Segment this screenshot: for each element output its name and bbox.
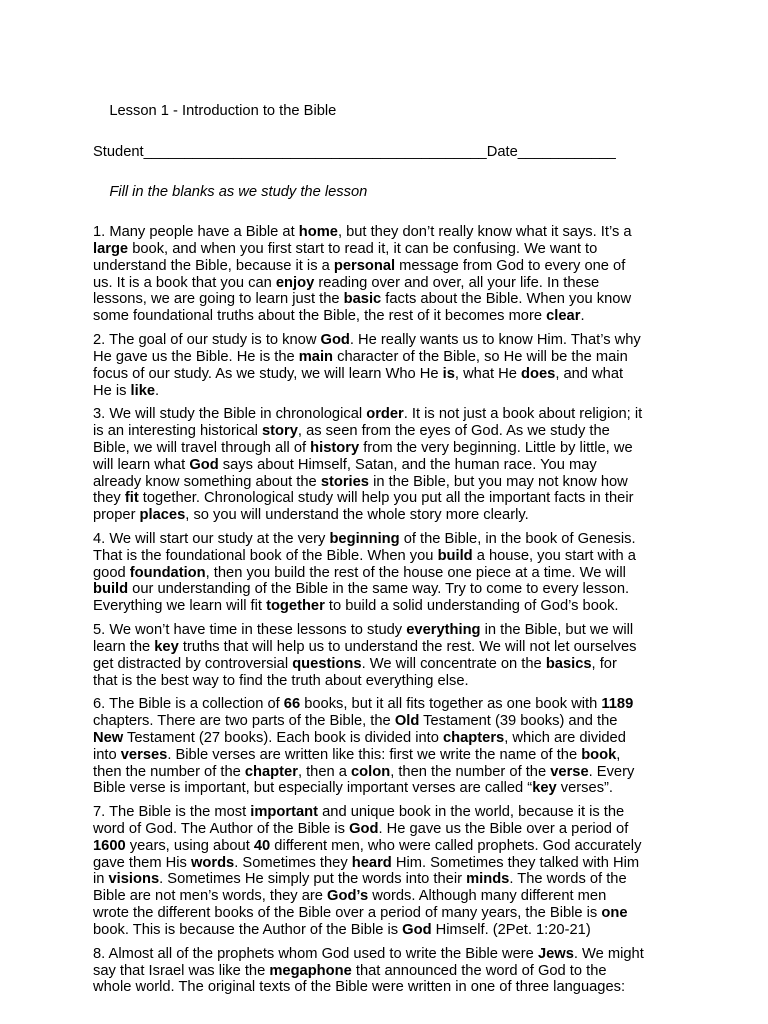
fill-in-answer: basics <box>545 655 592 672</box>
text-run: lessons, we are going to learn just the <box>93 291 344 308</box>
lesson-page <box>93 86 683 1003</box>
paragraph-line <box>93 581 683 598</box>
fill-in-answer: 66 <box>283 695 301 712</box>
text-run: that announced the word of God to the <box>351 962 607 979</box>
fill-in-answer: places <box>139 507 186 524</box>
text-run: and unique book in the world, because it is the <box>318 803 625 820</box>
fill-in-answer: beginning <box>329 530 400 547</box>
fill-in-answer: heard <box>351 854 392 871</box>
paragraph-line <box>93 490 683 507</box>
paragraph-5 <box>93 622 683 690</box>
text-run: , then you build the rest of the house one piece at a time. We will <box>205 564 626 581</box>
fill-in-answer: build <box>93 581 129 598</box>
fill-in-answer: visions <box>108 871 160 888</box>
text-run: will learn what <box>93 456 190 473</box>
fill-in-answer: God <box>189 456 219 473</box>
fill-in-answer: 1189 <box>601 695 634 712</box>
fill-in-answer: order <box>366 405 404 422</box>
fill-in-answer: story <box>262 422 298 439</box>
text-run: in the Bible, but we will <box>480 621 634 638</box>
text-run: wrote the different books of the Bible over a period of many years, the Bible is <box>93 905 602 922</box>
fill-in-answer: 1600 <box>93 837 126 854</box>
text-run: Him. Sometimes they talked with Him <box>391 854 640 871</box>
fill-in-answer: 40 <box>253 837 271 854</box>
paragraph-2 <box>93 332 683 400</box>
text-run: to build a solid understanding of God’s book. <box>324 598 619 615</box>
text-run: . He gave us the Bible over a period of <box>378 820 629 837</box>
paragraph-line <box>93 565 683 582</box>
paragraph-line <box>93 838 683 855</box>
paragraph-1 <box>93 224 683 325</box>
paragraph-line <box>93 780 683 797</box>
fill-in-answer: together <box>266 598 325 615</box>
text-run: Testament (39 books) and the <box>419 712 618 729</box>
fill-in-answer: key <box>532 780 557 797</box>
paragraph-line <box>93 275 683 292</box>
fill-in-answer: enjoy <box>275 274 315 291</box>
text-run: truths that will help us to understand the rest. We will not let ourselves <box>178 638 637 655</box>
paragraph-line <box>93 804 683 821</box>
student-label: Student <box>93 143 144 160</box>
paragraph-line <box>93 764 683 781</box>
paragraph-line <box>93 855 683 872</box>
paragraph-line <box>93 713 683 730</box>
paragraph-line <box>93 291 683 308</box>
text-run: , but they don’t really know what it says. It’s a <box>337 223 632 240</box>
paragraph-line <box>93 531 683 548</box>
text-run: , for <box>591 655 617 672</box>
paragraph-line <box>93 639 683 656</box>
text-run: . We might <box>573 945 644 962</box>
text-run: of the Bible, in the book of Genesis. <box>399 530 636 547</box>
paragraph-line <box>93 747 683 764</box>
text-run: years, using about <box>125 837 254 854</box>
paragraph-line <box>93 440 683 457</box>
text-run: our understanding of the Bible in the same way. Try to come to every lesson. <box>128 581 630 598</box>
fill-in-answer: like <box>130 382 156 399</box>
paragraph-line <box>93 922 683 939</box>
paragraph-line <box>93 457 683 474</box>
student-date-line <box>93 144 683 161</box>
text-run: , as seen from the eyes of God. As we study the <box>297 422 610 439</box>
text-run: from the very beginning. Little by little, we <box>359 439 633 456</box>
text-run: book. This is because the Author of the Bible is <box>93 922 403 939</box>
fill-in-answer: large <box>93 240 129 257</box>
paragraph-line <box>93 821 683 838</box>
paragraph-line <box>93 598 683 615</box>
fill-in-answer: Old <box>394 712 420 729</box>
text-run: Bible, we will travel through all of <box>93 439 311 456</box>
paragraph-line <box>93 673 683 690</box>
fill-in-answer: foundation <box>129 564 206 581</box>
text-run: 6. The Bible is a collection of <box>93 695 284 712</box>
fill-in-answer: basic <box>343 291 382 308</box>
text-run: that is the best way to find the truth about everything else. <box>93 672 469 689</box>
text-run: then the number of the <box>93 763 245 780</box>
text-run: us. It is a book that you can <box>93 274 276 291</box>
fill-in-answer: God <box>402 922 432 939</box>
text-run: 2. The goal of our study is to know <box>93 331 321 348</box>
text-run: . <box>155 382 160 399</box>
student-blank: __________________________________________ <box>143 143 487 160</box>
text-run: focus of our study. As we study, we will learn Who He <box>93 365 443 382</box>
text-run: books, but it all fits together as one book with <box>300 695 602 712</box>
fill-in-answer: minds <box>466 871 510 888</box>
fill-in-answer: megaphone <box>269 962 352 979</box>
fill-in-answer: build <box>437 547 473 564</box>
fill-in-answer: fit <box>124 490 139 507</box>
fill-in-answer: important <box>250 803 319 820</box>
date-blank: ____________ <box>517 143 616 160</box>
paragraph-line <box>93 332 683 349</box>
paragraph-line <box>93 888 683 905</box>
text-run: . He really wants us to know Him. That’s why <box>349 331 641 348</box>
text-run: 4. We will start our study at the very <box>93 530 330 547</box>
paragraph-line <box>93 905 683 922</box>
lesson-paragraphs <box>93 224 683 996</box>
fill-in-answer: main <box>298 348 334 365</box>
text-run: gave them His <box>93 854 191 871</box>
instructions <box>93 167 683 218</box>
paragraph-line <box>93 946 683 963</box>
text-run: , then the number of the <box>390 763 551 780</box>
paragraph-line <box>93 406 683 423</box>
text-run: book, and when you first start to read it, it can be confusing. We want to <box>128 240 598 257</box>
text-run: Everything we learn will fit <box>93 598 267 615</box>
text-run: . Sometimes He simply put the words into their <box>159 871 467 888</box>
text-run: learn the <box>93 638 155 655</box>
text-run: says about Himself, Satan, and the human race. You may <box>218 456 597 473</box>
fill-in-answer: history <box>310 439 360 456</box>
text-run: 5. We won’t have time in these lessons to study <box>93 621 407 638</box>
text-run: , then a <box>297 763 352 780</box>
fill-in-answer: one <box>601 905 628 922</box>
text-run: understand the Bible, because it is a <box>93 257 334 274</box>
text-run: proper <box>93 507 140 524</box>
text-run: . We will concentrate on the <box>361 655 546 672</box>
fill-in-answer: verses <box>120 746 168 763</box>
paragraph-line <box>93 507 683 524</box>
text-run: reading over and over, all your life. In these <box>314 274 600 291</box>
text-run: 1. Many people have a Bible at <box>93 223 299 240</box>
text-run: Testament (27 books). Each book is divided into <box>123 729 443 746</box>
text-run: in <box>93 871 109 888</box>
lesson-title <box>93 86 683 137</box>
text-run: character of the Bible, so He will be the main <box>333 348 628 365</box>
fill-in-answer: questions <box>292 655 362 672</box>
text-run: chapters. There are two parts of the Bible, the <box>93 712 395 729</box>
paragraph-4 <box>93 531 683 616</box>
paragraph-7 <box>93 804 683 939</box>
paragraph-3 <box>93 406 683 524</box>
fill-in-answer: Jews <box>537 945 574 962</box>
text-run: . Sometimes they <box>234 854 352 871</box>
text-run: . Every <box>588 763 635 780</box>
lesson-title-text: Lesson 1 - Introduction to the Bible <box>109 102 337 119</box>
text-run: , what He <box>454 365 522 382</box>
text-run: into <box>93 746 121 763</box>
fill-in-answer: personal <box>333 257 396 274</box>
fill-in-answer: clear <box>546 308 581 325</box>
paragraph-line <box>93 871 683 888</box>
fill-in-answer: God <box>320 331 350 348</box>
fill-in-answer: God’s <box>327 888 369 905</box>
paragraph-line <box>93 979 683 996</box>
fill-in-answer: everything <box>406 621 481 638</box>
paragraph-line <box>93 474 683 491</box>
text-run: , which are divided <box>504 729 626 746</box>
paragraph-line <box>93 622 683 639</box>
fill-in-answer: book <box>581 746 617 763</box>
date-label: Date <box>486 143 518 160</box>
text-run: 3. We will study the Bible in chronological <box>93 405 367 422</box>
text-run: . Bible verses are written like this: first we write the name of the <box>167 746 582 763</box>
paragraph-line <box>93 241 683 258</box>
text-run: together. Chronological study will help you put all the important facts in their <box>138 490 634 507</box>
text-run: 7. The Bible is the most <box>93 803 251 820</box>
fill-in-answer: God <box>349 820 379 837</box>
text-run: That is the foundational book of the Bible. When you <box>93 547 438 564</box>
text-run: already know something about the <box>93 473 321 490</box>
fill-in-answer: words <box>190 854 235 871</box>
paragraph-line <box>93 963 683 980</box>
text-run: facts about the Bible. When you know <box>381 291 632 308</box>
fill-in-answer: chapters <box>442 729 505 746</box>
text-run: different men, who were called prophets. God accurately <box>270 837 642 854</box>
paragraph-line <box>93 366 683 383</box>
text-run: Bible are not men’s words, they are <box>93 888 328 905</box>
text-run: , <box>616 746 621 763</box>
paragraph-line <box>93 548 683 565</box>
fill-in-answer: verse <box>550 763 589 780</box>
text-run: a house, you start with a <box>472 547 636 564</box>
text-run: He is <box>93 382 131 399</box>
paragraph-line <box>93 308 683 325</box>
paragraph-line <box>93 696 683 713</box>
paragraph-line <box>93 730 683 747</box>
text-run: some foundational truths about the Bible, the rest of it becomes more <box>93 308 547 325</box>
paragraph-line <box>93 258 683 275</box>
fill-in-answer: key <box>154 638 179 655</box>
paragraph-line <box>93 383 683 400</box>
fill-in-answer: home <box>298 223 338 240</box>
paragraph-line <box>93 349 683 366</box>
text-run: . The words of the <box>509 871 627 888</box>
text-run: in the Bible, but you may not know how <box>368 473 628 490</box>
fill-in-answer: colon <box>351 763 391 780</box>
paragraph-line <box>93 656 683 673</box>
instructions-text: Fill in the blanks as we study the lesson <box>109 183 368 200</box>
text-run: , and what <box>555 365 624 382</box>
text-run: . It is not just a book about religion; it <box>403 405 643 422</box>
text-run: 8. Almost all of the prophets whom God used to write the Bible were <box>93 945 538 962</box>
text-run: Bible verse is important, but especially important verses are called “ <box>93 780 533 797</box>
fill-in-answer: does <box>521 365 556 382</box>
paragraph-line <box>93 423 683 440</box>
text-run: is an interesting historical <box>93 422 262 439</box>
fill-in-answer: is <box>442 365 455 382</box>
text-run: whole world. The original texts of the Bible were written in one of three languages: <box>93 979 626 996</box>
paragraph-8 <box>93 946 683 997</box>
text-run: word of God. The Author of the Bible is <box>93 820 350 837</box>
text-run: get distracted by controversial <box>93 655 293 672</box>
fill-in-answer: chapter <box>244 763 298 780</box>
text-run: they <box>93 490 125 507</box>
fill-in-answer: stories <box>320 473 369 490</box>
text-run: say that Israel was like the <box>93 962 270 979</box>
text-run: words. Although many different men <box>368 888 607 905</box>
text-run: He gave us the Bible. He is the <box>93 348 299 365</box>
fill-in-answer: New <box>93 729 124 746</box>
text-run: verses”. <box>556 780 614 797</box>
text-run: good <box>93 564 130 581</box>
paragraph-6 <box>93 696 683 797</box>
text-run: message from God to every one of <box>395 257 626 274</box>
text-run: Himself. (2Pet. 1:20-21) <box>431 922 591 939</box>
text-run: . <box>580 308 585 325</box>
text-run: , so you will understand the whole story more clearly. <box>185 507 529 524</box>
paragraph-line <box>93 224 683 241</box>
